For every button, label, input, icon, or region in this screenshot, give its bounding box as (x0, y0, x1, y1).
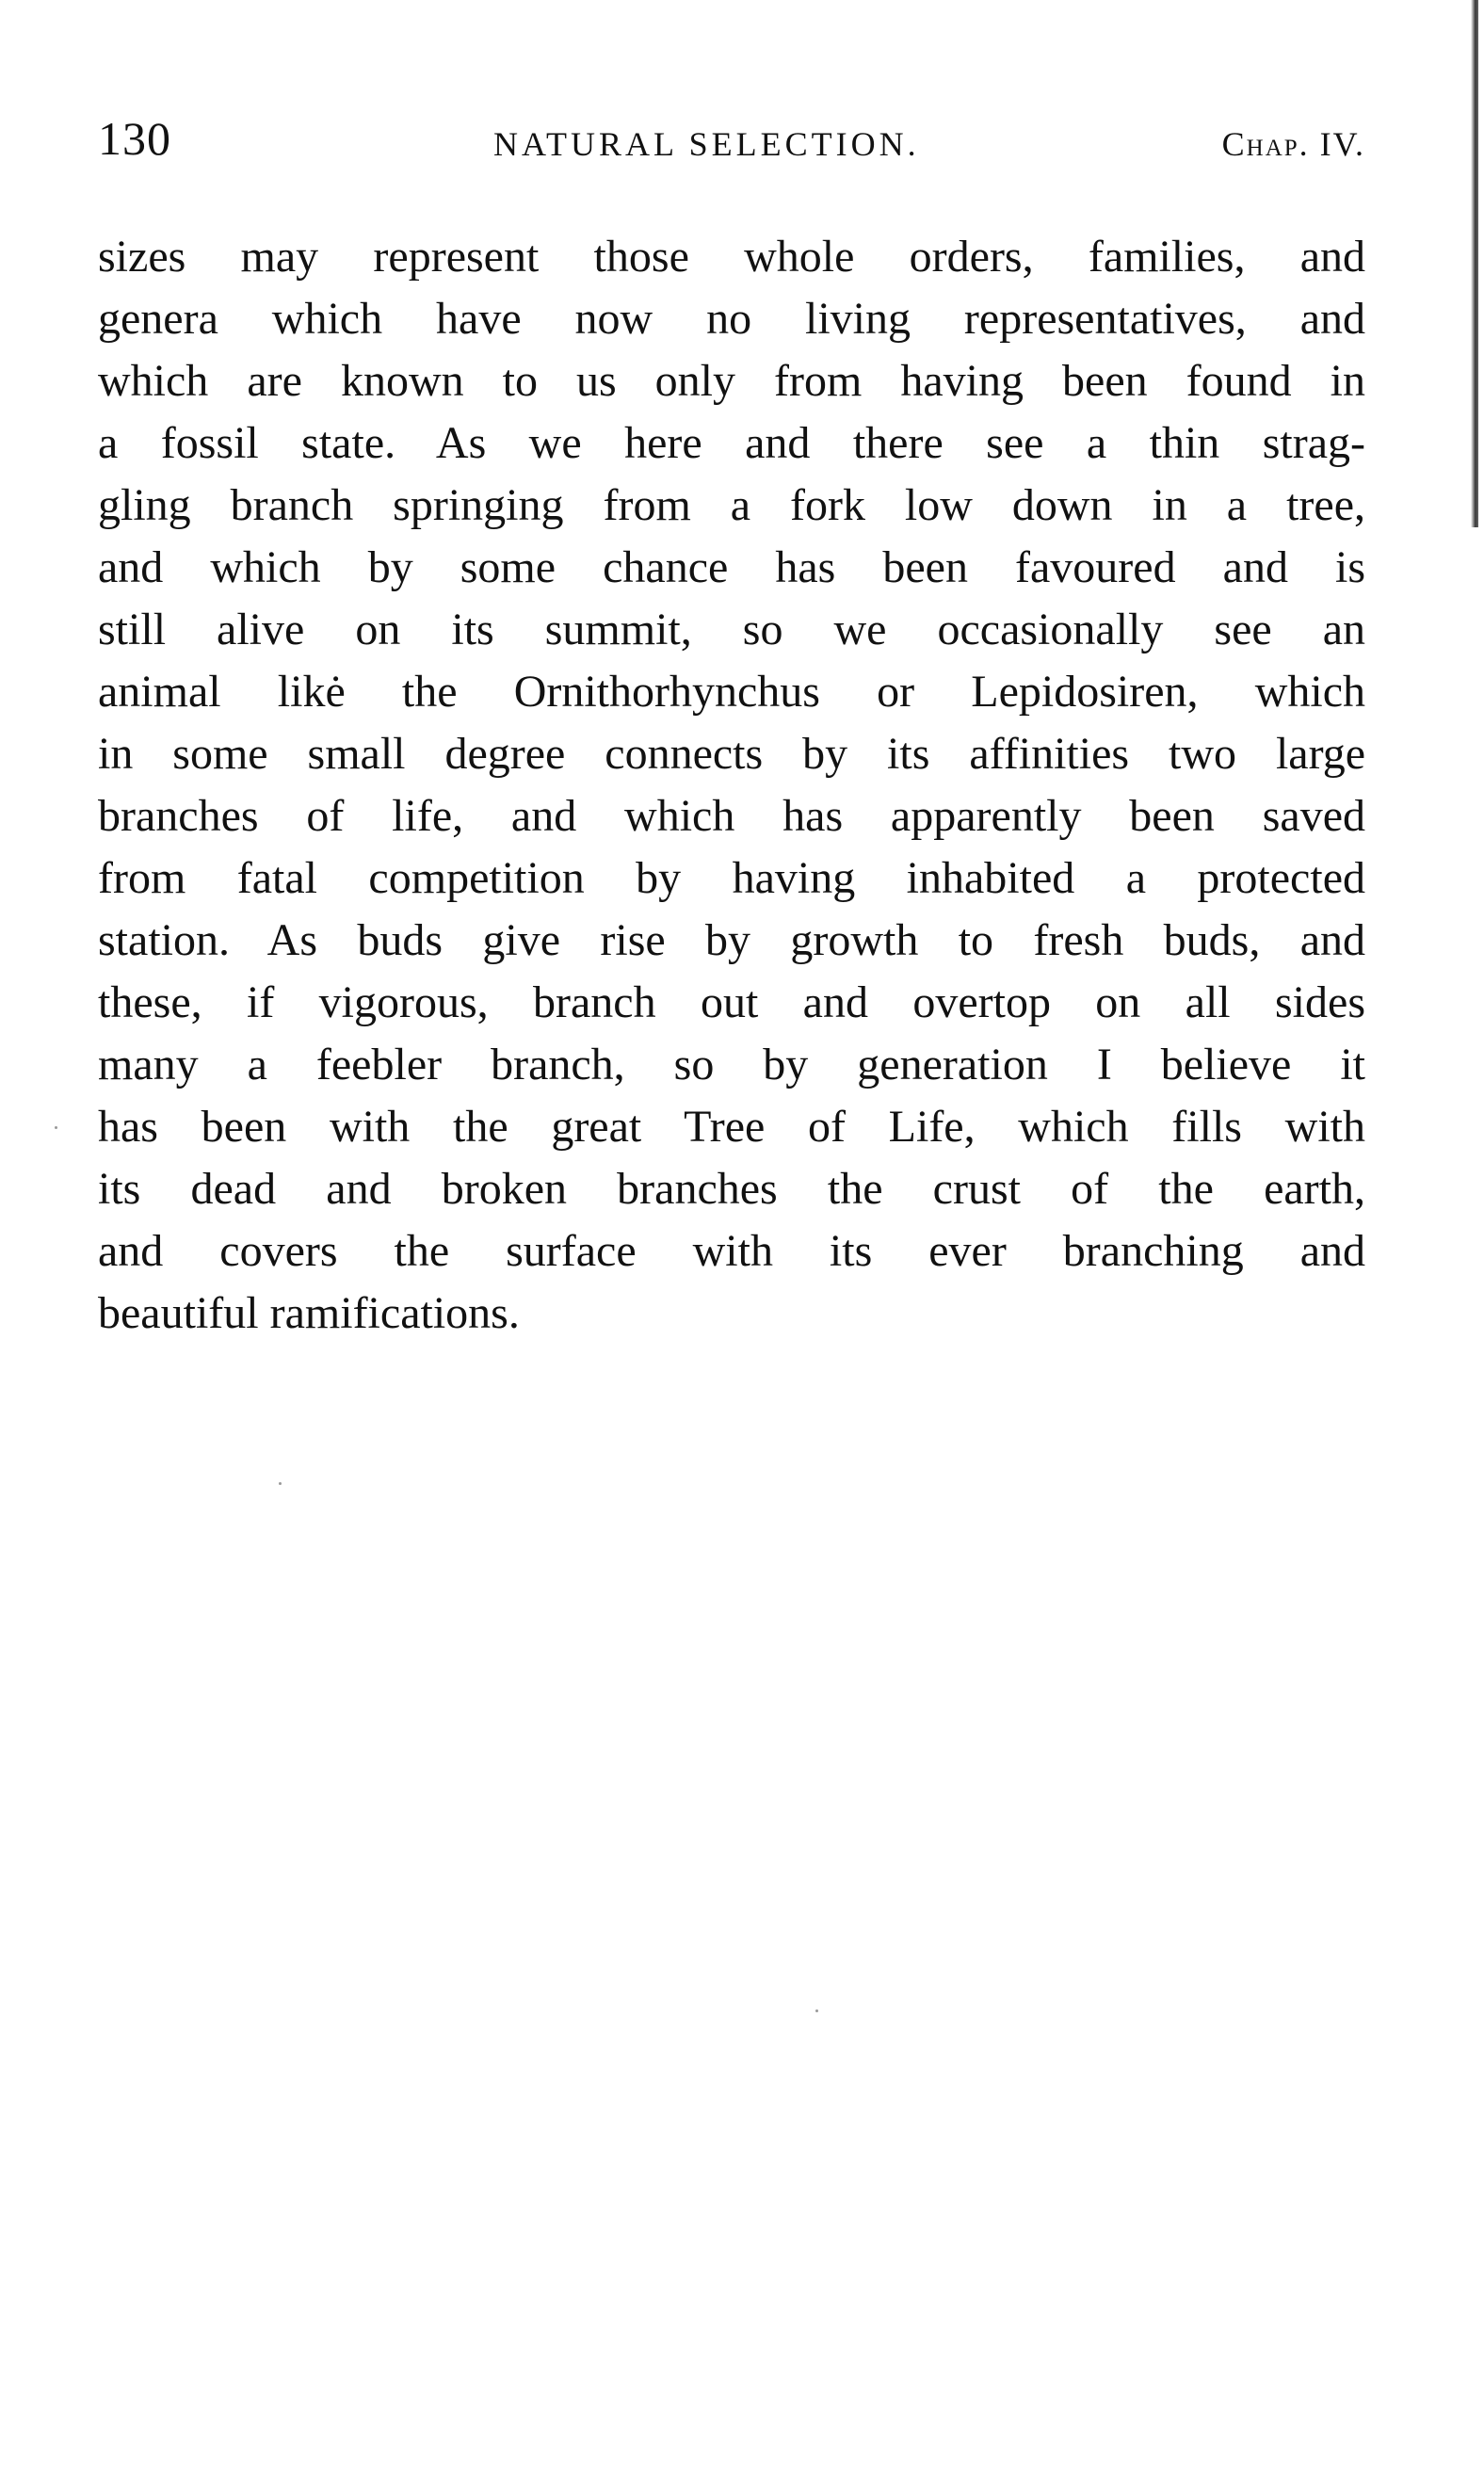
text-line: still alive on its summit, so we occasionally see an (98, 605, 1365, 654)
text-line: its dead and broken branches the crust of the earth, (98, 1164, 1365, 1214)
running-title: NATURAL SELECTION. (493, 125, 920, 163)
text-line: genera which have now no living representatives, and (98, 294, 1365, 344)
scan-speck (279, 1482, 282, 1485)
page-number: 130 (98, 112, 171, 165)
body-paragraph (98, 226, 1365, 1345)
text-line: from fatal competition by having inhabited a protected (98, 853, 1365, 903)
text-line: sizes may represent those whole orders, families, and (98, 232, 1365, 282)
scan-speck (55, 1126, 57, 1129)
text-line: station. As buds give rise by growth to fresh buds, and (98, 915, 1365, 965)
text-line: and covers the surface with its ever branching and (98, 1226, 1365, 1276)
text-line: beautiful ramifications. (98, 1288, 520, 1338)
text-line: these, if vigorous, branch out and overtop on all sides (98, 977, 1365, 1027)
text-line: in some small degree connects by its affinities two large (98, 729, 1365, 779)
text-line: branches of life, and which has apparently been saved (98, 791, 1365, 841)
text-line: which are known to us only from having been found in (98, 356, 1365, 406)
text-line: and which by some chance has been favoured and is (98, 542, 1365, 592)
text-line: gling branch springing from a fork low down in a tree, (98, 480, 1365, 530)
scan-speck (815, 2009, 818, 2012)
running-head (98, 111, 1365, 168)
page-edge-shadow (1471, 0, 1478, 527)
text-line: has been with the great Tree of Life, which fills with (98, 1102, 1365, 1152)
text-line: animal likė the Ornithorhynchus or Lepidosiren, which (98, 667, 1365, 717)
text-line: a fossil state. As we here and there see a thin strag- (98, 418, 1365, 468)
chapter-label: Chap. IV. (1221, 125, 1365, 163)
text-line: many a feebler branch, so by generation I believe it (98, 1040, 1365, 1089)
